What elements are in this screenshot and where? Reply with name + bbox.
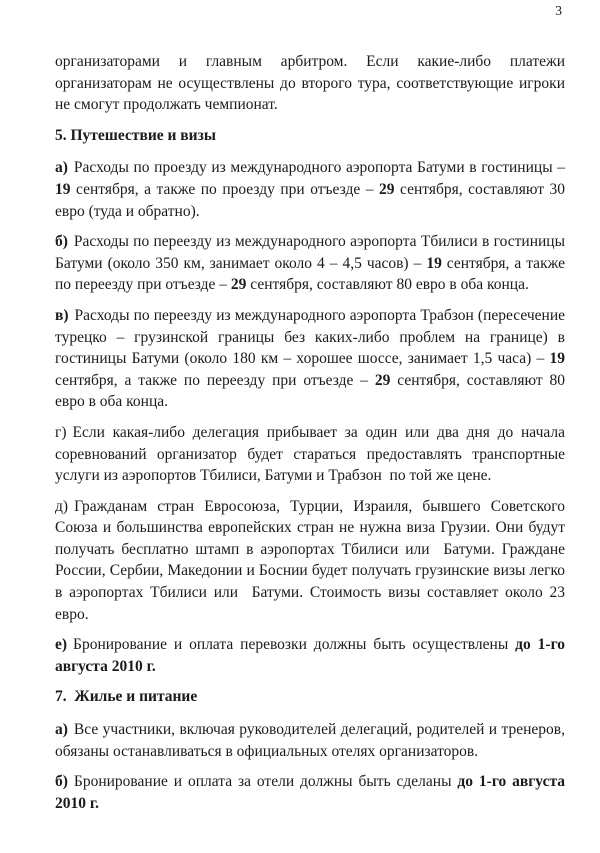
section-7-heading	[55, 686, 565, 708]
item-label: е)	[55, 636, 68, 654]
item-7a	[55, 719, 565, 762]
item-label: а)	[55, 159, 68, 177]
paragraph-text: сентября, а также по переезду при отъезде –	[55, 254, 565, 294]
date-bold: 29	[379, 180, 395, 198]
item-label: б)	[55, 773, 68, 791]
intro-paragraph	[55, 51, 565, 116]
item-5v	[55, 305, 565, 413]
page-content	[55, 51, 565, 823]
item-5d	[55, 496, 565, 626]
item-label: д)	[55, 497, 69, 515]
date-bold: 19	[55, 180, 71, 198]
item-5g	[55, 422, 565, 487]
item-5a	[55, 157, 565, 222]
paragraph-text: сентября, а также по переезду при отъезде –	[55, 371, 375, 389]
paragraph-text: Все участники, включая руководителей делегаций, родителей и тренеров, обязаны останавливаться в официальных отелях организаторов.	[55, 721, 565, 760]
deadline-bold: до 1-го августа 2010 г.	[55, 773, 565, 812]
paragraph-text: сентября, составляют 80 евро в оба конца.	[246, 276, 529, 294]
paragraph-text: Расходы по переезду из международного аэропорта Тбилиси в гостиницы Батуми (около 350 км, занимает около 4 – 4,5 часов) –	[55, 233, 565, 272]
paragraph-text: Бронирование и оплата за отели должны быть сделаны	[73, 773, 458, 791]
paragraph-text: сентября, составляют 30 евро (туда и обратно).	[55, 180, 565, 220]
heading-text: 7. Жилье и питание	[55, 688, 198, 706]
page-number: 3	[555, 3, 562, 18]
date-bold: 29	[374, 371, 391, 389]
paragraph-text: Бронирование и оплата перевозки должны быть осуществлены	[73, 636, 516, 654]
heading-text: 5. Путешествие и визы	[55, 126, 216, 144]
paragraph-text: Гражданам стран Евросоюза, Турции, Израиля, бывшего Советского Союза и большинства европейских стран не нужна виза Грузии. Они будут получать бесплатно штамп в аэропортах Тбилиси или Батуми. Граждане России, Сербии, Македонии и Боснии будет получать грузинские визы легко в аэропортах Тбилиси или Батуми. Стоимость визы составляет около 23 евро.	[55, 497, 565, 623]
item-5e	[55, 634, 565, 677]
paragraph-text: Если какая-либо делегация прибывает за один или два дня до начала соревнований организатор будет стараться предоставлять транспортные услуги из аэропортов Тбилиси, Батуми и Трабзон по той же цене.	[55, 423, 565, 485]
paragraph-text: Расходы по проезду из международного аэропорта Батуми в гостиницы –	[73, 159, 565, 177]
date-bold: 19	[426, 254, 442, 272]
item-label: а)	[55, 721, 68, 739]
paragraph-text: сентября, а также по проезду при отъезде –	[70, 180, 380, 198]
deadline-bold: до 1-го августа 2010 г.	[55, 636, 566, 675]
item-label: г)	[55, 423, 67, 441]
item-5b	[55, 231, 565, 296]
item-7b	[55, 771, 565, 814]
date-bold: 19	[549, 350, 565, 368]
section-5-heading	[55, 125, 565, 147]
paragraph-text: организаторами и главным арбитром. Если какие-либо платежи организаторам не осуществлены до второго тура, соответствующие игроки не смогут продолжать чемпионат.	[55, 53, 565, 114]
item-label: б)	[55, 233, 68, 251]
item-label: в)	[55, 306, 69, 324]
date-bold: 29	[230, 276, 247, 294]
paragraph-text: сентября, составляют 80 евро в оба конца.	[55, 371, 566, 411]
paragraph-text: Расходы по переезду из международного аэропорта Трабзон (пересечение турецко – грузинской границы без каких-либо проблем на границе) в гостиницы Батуми (около 180 км – хорошее шоссе, занимает 1,5 часа) –	[55, 306, 565, 368]
